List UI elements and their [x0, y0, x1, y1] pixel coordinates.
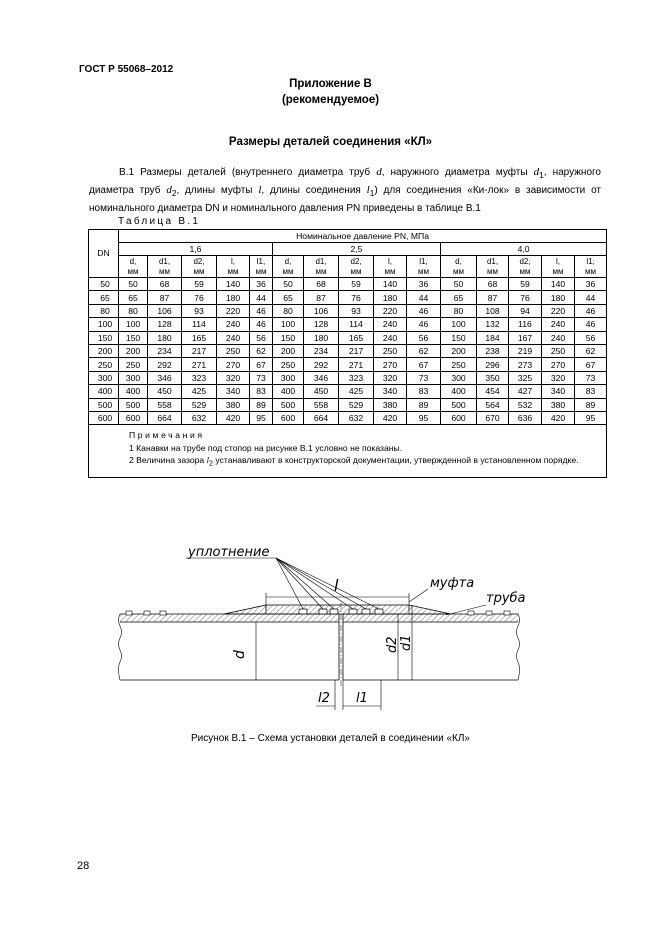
value-cell: 73	[250, 371, 273, 384]
value-cell: 664	[304, 411, 339, 424]
value-cell: 292	[304, 358, 339, 371]
column-header: d, мм	[273, 256, 304, 278]
value-cell: 323	[182, 371, 217, 384]
value-cell: 240	[217, 331, 250, 344]
column-header: d, мм	[119, 256, 148, 278]
value-cell: 420	[542, 411, 575, 424]
column-header: d1, мм	[477, 256, 509, 278]
value-cell: 62	[250, 344, 273, 357]
table-caption: Таблица В.1	[118, 216, 201, 227]
column-header: l, мм	[217, 256, 250, 278]
table-row	[89, 278, 607, 291]
value-cell: 180	[148, 331, 182, 344]
value-cell: 46	[250, 318, 273, 331]
value-cell: 220	[374, 304, 407, 317]
value-cell: 67	[407, 358, 441, 371]
value-cell: 270	[217, 358, 250, 371]
value-cell: 234	[148, 344, 182, 357]
column-header: l1, мм	[407, 256, 441, 278]
value-cell: 100	[273, 318, 304, 331]
value-cell: 500	[273, 398, 304, 411]
value-cell: 340	[542, 385, 575, 398]
value-cell: 150	[441, 331, 477, 344]
value-cell: 46	[407, 318, 441, 331]
value-cell: 240	[374, 318, 407, 331]
value-cell: 128	[304, 318, 339, 331]
column-header: l1, мм	[575, 256, 607, 278]
note-1: 1 Канавки на трубе под стопор на рисунке В.1 условно не показаны.	[129, 442, 403, 453]
value-cell: 558	[148, 398, 182, 411]
dn-cell: 300	[89, 371, 119, 384]
value-cell: 500	[441, 398, 477, 411]
value-cell: 150	[273, 331, 304, 344]
value-cell: 220	[217, 304, 250, 317]
value-cell: 36	[250, 278, 273, 291]
value-cell: 380	[542, 398, 575, 411]
value-cell: 68	[477, 278, 509, 291]
gap-length-label: l2	[318, 691, 330, 706]
value-cell: 56	[575, 331, 607, 344]
value-cell: 600	[119, 411, 148, 424]
dn-cell: 400	[89, 385, 119, 398]
value-cell: 62	[407, 344, 441, 357]
value-cell: 65	[273, 291, 304, 304]
value-cell: 420	[374, 411, 407, 424]
value-cell: 83	[575, 385, 607, 398]
pn-header: Номинальное давление PN, МПа	[119, 230, 607, 243]
value-cell: 56	[250, 331, 273, 344]
column-header: d2, мм	[509, 256, 542, 278]
value-cell: 320	[217, 371, 250, 384]
dn-cell: 65	[89, 291, 119, 304]
value-cell: 292	[148, 358, 182, 371]
table-row	[89, 304, 607, 317]
value-cell: 632	[339, 411, 374, 424]
value-cell: 346	[148, 371, 182, 384]
page-number: 28	[77, 860, 90, 872]
seal-label: уплотнение	[188, 545, 270, 560]
value-cell: 89	[250, 398, 273, 411]
value-cell: 200	[273, 344, 304, 357]
value-cell: 320	[374, 371, 407, 384]
figure-caption: Рисунок В.1 – Схема установки деталей в соединении «КЛ»	[190, 733, 470, 744]
value-cell: 325	[509, 371, 542, 384]
table-row	[89, 371, 607, 384]
dn-cell: 250	[89, 358, 119, 371]
value-cell: 400	[441, 385, 477, 398]
value-cell: 240	[374, 331, 407, 344]
value-cell: 89	[407, 398, 441, 411]
value-cell: 220	[542, 304, 575, 317]
value-cell: 200	[441, 344, 477, 357]
coupling-length-label: l	[334, 576, 339, 595]
dimensions-table	[88, 229, 607, 478]
value-cell: 240	[217, 318, 250, 331]
table-row	[89, 291, 607, 304]
value-cell: 529	[182, 398, 217, 411]
value-cell: 95	[575, 411, 607, 424]
value-cell: 67	[250, 358, 273, 371]
value-cell: 184	[477, 331, 509, 344]
table-row	[89, 358, 607, 371]
column-header: d, мм	[441, 256, 477, 278]
dn-cell: 600	[89, 411, 119, 424]
value-cell: 300	[441, 371, 477, 384]
value-cell: 600	[273, 411, 304, 424]
value-cell: 450	[148, 385, 182, 398]
value-cell: 80	[273, 304, 304, 317]
value-cell: 106	[148, 304, 182, 317]
value-cell: 50	[119, 278, 148, 291]
value-cell: 380	[374, 398, 407, 411]
dn-cell: 50	[89, 278, 119, 291]
value-cell: 100	[441, 318, 477, 331]
value-cell: 100	[119, 318, 148, 331]
table-row	[89, 385, 607, 398]
value-cell: 340	[374, 385, 407, 398]
value-cell: 320	[542, 371, 575, 384]
value-cell: 250	[217, 344, 250, 357]
value-cell: 240	[542, 331, 575, 344]
coupling-outer-diameter-label: d1	[399, 634, 414, 651]
value-cell: 36	[407, 278, 441, 291]
pressure-header-0: 1,6	[119, 243, 273, 256]
value-cell: 36	[575, 278, 607, 291]
column-header: d1, мм	[304, 256, 339, 278]
value-cell: 140	[542, 278, 575, 291]
appendix-subtitle: (рекомендуемое)	[281, 94, 380, 106]
value-cell: 250	[374, 344, 407, 357]
value-cell: 44	[250, 291, 273, 304]
value-cell: 300	[273, 371, 304, 384]
notes-heading: Примечания	[129, 430, 205, 441]
value-cell: 83	[407, 385, 441, 398]
value-cell: 529	[339, 398, 374, 411]
document-code: ГОСТ Р 55068–2012	[79, 64, 174, 75]
value-cell: 240	[542, 318, 575, 331]
appendix-title: Приложение В	[289, 78, 372, 90]
value-cell: 323	[339, 371, 374, 384]
value-cell: 140	[374, 278, 407, 291]
value-cell: 180	[217, 291, 250, 304]
value-cell: 59	[509, 278, 542, 291]
value-cell: 46	[250, 304, 273, 317]
pipe-outer-diameter-label: d2	[385, 636, 400, 653]
value-cell: 217	[339, 344, 374, 357]
value-cell: 636	[509, 411, 542, 424]
value-cell: 56	[407, 331, 441, 344]
value-cell: 427	[509, 385, 542, 398]
value-cell: 250	[441, 358, 477, 371]
value-cell: 500	[119, 398, 148, 411]
value-cell: 564	[477, 398, 509, 411]
value-cell: 425	[182, 385, 217, 398]
column-header: l, мм	[542, 256, 575, 278]
value-cell: 73	[407, 371, 441, 384]
value-cell: 132	[477, 318, 509, 331]
table-notes	[89, 425, 607, 477]
value-cell: 346	[304, 371, 339, 384]
value-cell: 250	[273, 358, 304, 371]
value-cell: 68	[148, 278, 182, 291]
value-cell: 180	[542, 291, 575, 304]
value-cell: 238	[477, 344, 509, 357]
value-cell: 95	[250, 411, 273, 424]
pressure-header-1: 2,5	[273, 243, 441, 256]
value-cell: 425	[339, 385, 374, 398]
value-cell: 167	[509, 331, 542, 344]
value-cell: 93	[182, 304, 217, 317]
value-cell: 558	[304, 398, 339, 411]
value-cell: 83	[250, 385, 273, 398]
value-cell: 62	[575, 344, 607, 357]
appendix-heading	[0, 76, 661, 108]
value-cell: 180	[374, 291, 407, 304]
value-cell: 65	[119, 291, 148, 304]
column-header: d1, мм	[148, 256, 182, 278]
value-cell: 296	[477, 358, 509, 371]
value-cell: 350	[477, 371, 509, 384]
seal-leaders	[186, 558, 379, 609]
value-cell: 108	[477, 304, 509, 317]
table-row	[89, 344, 607, 357]
value-cell: 217	[182, 344, 217, 357]
value-cell: 250	[119, 358, 148, 371]
pressure-header-2: 4,0	[441, 243, 607, 256]
value-cell: 140	[217, 278, 250, 291]
value-cell: 89	[575, 398, 607, 411]
column-header: l, мм	[374, 256, 407, 278]
right-pipe	[343, 614, 520, 680]
table-row	[89, 411, 607, 424]
column-header: d2, мм	[182, 256, 217, 278]
value-cell: 87	[477, 291, 509, 304]
value-cell: 273	[509, 358, 542, 371]
value-cell: 180	[304, 331, 339, 344]
value-cell: 68	[304, 278, 339, 291]
value-cell: 234	[304, 344, 339, 357]
value-cell: 420	[217, 411, 250, 424]
value-cell: 128	[148, 318, 182, 331]
value-cell: 76	[182, 291, 217, 304]
coupling-label: муфта	[430, 576, 475, 591]
value-cell: 454	[477, 385, 509, 398]
value-cell: 400	[119, 385, 148, 398]
value-cell: 219	[509, 344, 542, 357]
section-title: Размеры деталей соединения «КЛ»	[228, 136, 433, 148]
value-cell: 93	[339, 304, 374, 317]
value-cell: 165	[339, 331, 374, 344]
value-cell: 114	[182, 318, 217, 331]
value-cell: 532	[509, 398, 542, 411]
joint-diagram	[116, 535, 546, 715]
value-cell: 76	[339, 291, 374, 304]
table-row	[89, 331, 607, 344]
value-cell: 50	[273, 278, 304, 291]
value-cell: 271	[182, 358, 217, 371]
dn-cell: 80	[89, 304, 119, 317]
value-cell: 380	[217, 398, 250, 411]
value-cell: 87	[148, 291, 182, 304]
value-cell: 116	[509, 318, 542, 331]
value-cell: 59	[182, 278, 217, 291]
table-row	[89, 398, 607, 411]
value-cell: 59	[339, 278, 374, 291]
value-cell: 114	[339, 318, 374, 331]
value-cell: 67	[575, 358, 607, 371]
dn-cell: 500	[89, 398, 119, 411]
value-cell: 80	[119, 304, 148, 317]
value-cell: 165	[182, 331, 217, 344]
value-cell: 106	[304, 304, 339, 317]
dn-cell: 100	[89, 318, 119, 331]
note-2: 2 Величина зазора $l_2$ устанавливают в конструкторской документации, утвержденной в установленном порядке.	[129, 455, 579, 469]
value-cell: 670	[477, 411, 509, 424]
column-header: d2, мм	[339, 256, 374, 278]
joint-length-label: l1	[356, 691, 368, 706]
value-cell: 46	[407, 304, 441, 317]
value-cell: 50	[441, 278, 477, 291]
value-cell: 73	[575, 371, 607, 384]
value-cell: 270	[542, 358, 575, 371]
inner-diameter-label: d	[232, 650, 248, 659]
value-cell: 94	[509, 304, 542, 317]
value-cell: 250	[542, 344, 575, 357]
dn-cell: 150	[89, 331, 119, 344]
value-cell: 450	[304, 385, 339, 398]
dn-header: DN	[89, 230, 119, 278]
value-cell: 600	[441, 411, 477, 424]
value-cell: 65	[441, 291, 477, 304]
value-cell: 87	[304, 291, 339, 304]
value-cell: 200	[119, 344, 148, 357]
value-cell: 76	[509, 291, 542, 304]
intro-paragraph: В.1 Размеры деталей (внутреннего диаметра труб d, наружного диаметра муфты $d_1$, наружного диаметра труб $d_2$, длины муфты l, длины соединения $l_1$) для соединения «Ки-лок» в зависимости от номинального диаметра DN и номинального давления PN приведены в таблице В.1	[89, 166, 601, 214]
value-cell: 44	[575, 291, 607, 304]
value-cell: 44	[407, 291, 441, 304]
pipe-label: труба	[486, 591, 526, 606]
value-cell: 80	[441, 304, 477, 317]
value-cell: 150	[119, 331, 148, 344]
value-cell: 340	[217, 385, 250, 398]
left-pipe	[119, 614, 340, 680]
value-cell: 400	[273, 385, 304, 398]
value-cell: 632	[182, 411, 217, 424]
column-header: l1, мм	[250, 256, 273, 278]
value-cell: 664	[148, 411, 182, 424]
value-cell: 270	[374, 358, 407, 371]
value-cell: 95	[407, 411, 441, 424]
value-cell: 271	[339, 358, 374, 371]
value-cell: 300	[119, 371, 148, 384]
value-cell: 46	[575, 318, 607, 331]
table-row	[89, 318, 607, 331]
dn-cell: 200	[89, 344, 119, 357]
value-cell: 46	[575, 304, 607, 317]
